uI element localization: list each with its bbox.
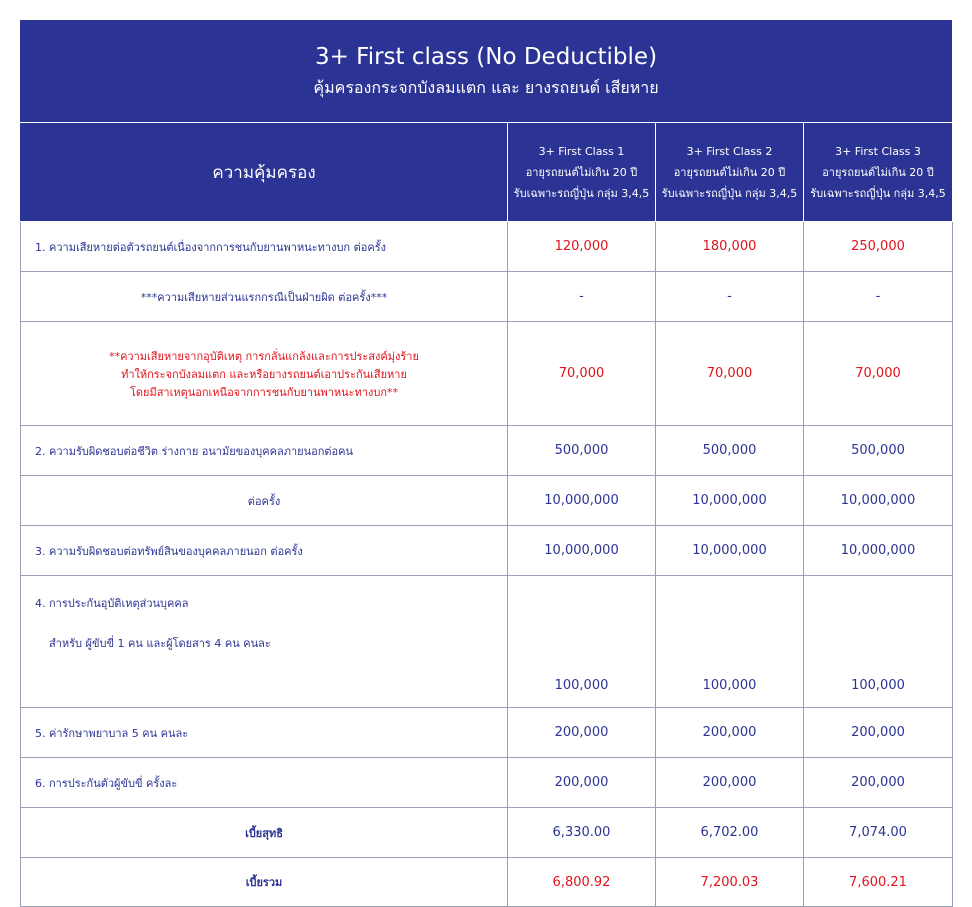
- plan-car-group: รับเฉพาะรถญี่ปุ่น กลุ่ม 3,4,5: [661, 186, 798, 200]
- row-label: ***ความเสียหายส่วนแรกกรณีเป็นฝ่ายผิด ต่อครั้ง***: [21, 272, 508, 322]
- plan-car-group: รับเฉพาะรถญี่ปุ่น กลุ่ม 3,4,5: [513, 186, 650, 200]
- row-value: -: [508, 272, 656, 322]
- row-value: -: [804, 272, 953, 322]
- row-label-main: 4. การประกันอุบัติเหตุส่วนบุคคล: [35, 597, 189, 610]
- coverage-column-header: ความคุ้มครอง: [21, 123, 508, 222]
- row-value: 200,000: [508, 708, 656, 758]
- row-label: 1. ความเสียหายต่อตัวรถยนต์เนื่องจากการชนกับยานพาหนะทางบก ต่อครั้ง: [21, 222, 508, 272]
- row-label: 2. ความรับผิดชอบต่อชีวิต ร่างกาย อนามัยของบุคคลภายนอกต่อคน: [21, 426, 508, 476]
- row-value: 70,000: [804, 322, 953, 426]
- row-value: 70,000: [656, 322, 804, 426]
- row-value: 7,200.03: [656, 858, 804, 907]
- table-row-personal-accident: [21, 576, 953, 708]
- row-value: 250,000: [804, 222, 953, 272]
- plan-name: 3+ First Class 1: [538, 144, 625, 158]
- row-value: 200,000: [804, 708, 953, 758]
- plan-3-header: [804, 123, 953, 222]
- table-row-vehicle-damage: [21, 222, 953, 272]
- row-value: 10,000,000: [656, 526, 804, 576]
- plan-1-header: [508, 123, 656, 222]
- table-row-net-premium: [21, 808, 953, 858]
- row-value: 10,000,000: [804, 476, 953, 526]
- row-label: [21, 322, 508, 426]
- row-label: [21, 576, 508, 708]
- row-value: 6,330.00: [508, 808, 656, 858]
- row-value: 500,000: [656, 426, 804, 476]
- row-label: 3. ความรับผิดชอบต่อทรัพย์สินของบุคคลภายนอก ต่อครั้ง: [21, 526, 508, 576]
- row-value: 6,800.92: [508, 858, 656, 907]
- row-value: 200,000: [804, 758, 953, 808]
- row-value: 10,000,000: [656, 476, 804, 526]
- table-row-medical-expense: [21, 708, 953, 758]
- row-value: 500,000: [804, 426, 953, 476]
- row-value: -: [656, 272, 804, 322]
- row-value: 10,000,000: [508, 476, 656, 526]
- table-row-total-premium: [21, 858, 953, 907]
- row-value: 7,074.00: [804, 808, 953, 858]
- table-header-row: [21, 123, 953, 222]
- row-label: เบี้ยรวม: [21, 858, 508, 907]
- plan-age-limit: อายุรถยนต์ไม่เกิน 20 ปี: [525, 165, 638, 179]
- row-value: 120,000: [508, 222, 656, 272]
- row-value: 100,000: [508, 576, 656, 708]
- page-subtitle: คุ้มครองกระจกบังลมแตก และ ยางรถยนต์ เสียหาย: [313, 78, 659, 97]
- coverage-table: [20, 122, 953, 907]
- row-label-line: ทำให้กระจกบังลมแตก และหรือยางรถยนต์เอาประกันเสียหาย: [121, 367, 407, 381]
- row-value: 6,702.00: [656, 808, 804, 858]
- table-row-bodily-injury-per-person: [21, 426, 953, 476]
- plan-car-group: รับเฉพาะรถญี่ปุ่น กลุ่ม 3,4,5: [810, 186, 946, 200]
- row-value: 100,000: [804, 576, 953, 708]
- plan-age-limit: อายุรถยนต์ไม่เกิน 20 ปี: [822, 165, 934, 179]
- row-value: 100,000: [656, 576, 804, 708]
- page-title: 3+ First class (No Deductible): [314, 44, 658, 70]
- row-label-sub: สำหรับ ผู้ขับขี่ 1 คน และผู้โดยสาร 4 คน คนละ: [49, 637, 271, 650]
- row-value: 70,000: [508, 322, 656, 426]
- row-label: 5. ค่ารักษาพยาบาล 5 คน คนละ: [21, 708, 508, 758]
- plan-age-limit: อายุรถยนต์ไม่เกิน 20 ปี: [673, 165, 786, 179]
- row-value: 7,600.21: [804, 858, 953, 907]
- table-row-deductible: [21, 272, 953, 322]
- coverage-table-container: [20, 20, 952, 907]
- row-label-line: **ความเสียหายจากอุบัติเหตุ การกลั่นแกล้งและการประสงค์มุ่งร้าย: [109, 349, 419, 363]
- plan-name: 3+ First Class 2: [686, 144, 773, 158]
- plan-name: 3+ First Class 3: [835, 144, 921, 158]
- table-row-windshield-tire: [21, 322, 953, 426]
- row-label-line: โดยมีสาเหตุนอกเหนือจากการชนกับยานพาหนะทางบก**: [129, 385, 399, 399]
- row-value: 10,000,000: [508, 526, 656, 576]
- row-label: เบี้ยสุทธิ: [21, 808, 508, 858]
- row-value: 200,000: [656, 758, 804, 808]
- row-value: 500,000: [508, 426, 656, 476]
- row-value: 200,000: [508, 758, 656, 808]
- row-label: ต่อครั้ง: [21, 476, 508, 526]
- row-value: 200,000: [656, 708, 804, 758]
- table-row-bail-bond: [21, 758, 953, 808]
- title-banner: [20, 20, 952, 122]
- plan-2-header: [656, 123, 804, 222]
- table-row-bodily-injury-per-accident: [21, 476, 953, 526]
- row-value: 180,000: [656, 222, 804, 272]
- row-value: 10,000,000: [804, 526, 953, 576]
- table-row-property-damage: [21, 526, 953, 576]
- row-label: 6. การประกันตัวผู้ขับขี่ ครั้งละ: [21, 758, 508, 808]
